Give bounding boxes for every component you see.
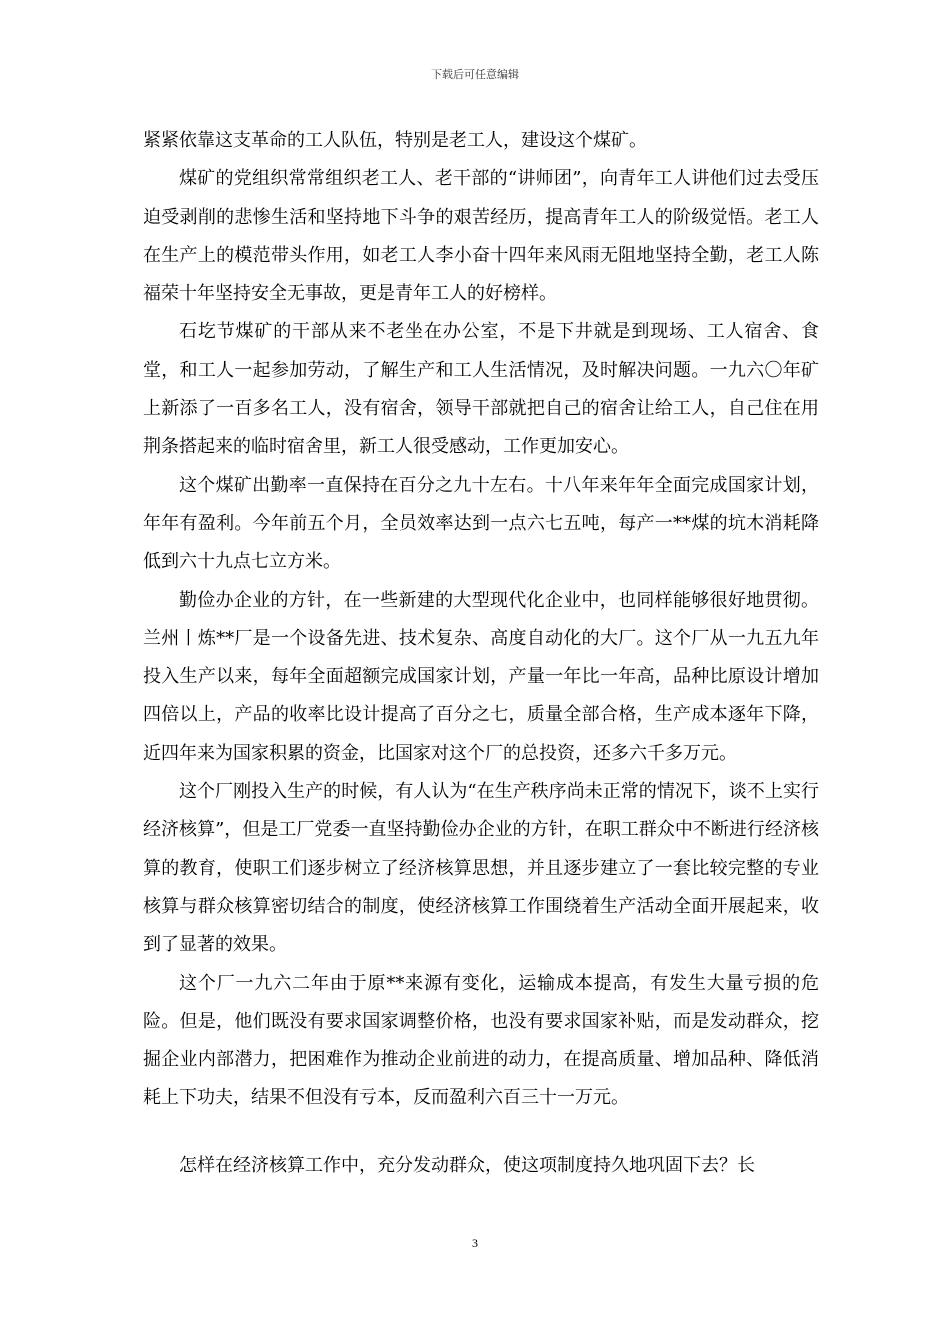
page-header: 下载后可任意编辑 (431, 68, 519, 81)
page-number: 3 (472, 1236, 478, 1250)
paragraph-1: 紧紧依靠这支革命的工人队伍，特别是老工人，建设这个煤矿。 (143, 130, 647, 151)
paragraph-7: 这个厂一九六二年由于原**来源有变化，运输成本提高，有发生大量亏损的危险。但是，他们既没有要求国家调整价格，也没有要求国家补贴，而是发动群众，挖掘企业内部潜力，把困难作为推动企业前进的动力，在提高质量、增加品种、降低消耗上下功夫，结果不但没有亏本，反而盈利六百三十一万元。 (143, 972, 819, 1109)
paragraph-3: 石圪节煤矿的干部从来不老坐在办公室，不是下井就是到现场、工人宿舍、食堂，和工人一起参加劳动，了解生产和工人生活情况，及时解决问题。一九六〇年矿上新添了一百多名工人，没有宿舍，领导干部就把自己的宿舍让给工人，自己住在用荆条搭起来的临时宿舍里，新工人很受感动，工作更加安心。 (143, 321, 819, 458)
paragraph-6: 这个厂刚投入生产的时候，有人认为“在生产秩序尚未正常的情况下，谈不上实行经济核算”，但是工厂党委一直坚持勤俭办企业的方针，在职工群众中不断进行经济核算的教育，使职工们逐步树立了经济核算思想，并且逐步建立了一套比较完整的专业核算与群众核算密切结合的制度，使经济核算工作围绕着生产活动全面开展起来，收到了显著的效果。 (143, 781, 819, 956)
paragraph-2: 煤矿的党组织常常组织老工人、老干部的“讲师团”，向青年工人讲他们过去受压迫受剥削的悲惨生活和坚持地下斗争的艰苦经历，提高青年工人的阶级觉悟。老工人在生产上的模范带头作用，如老工人李小奋十四年来风雨无阻地坚持全勤，老工人陈福荣十年坚持安全无事故，更是青年工人的好榜样。 (143, 168, 819, 305)
document-body (143, 122, 819, 1185)
paragraph-8: 怎样在经济核算工作中，充分发动群众，使这项制度持久地巩固下去？长 (179, 1154, 755, 1176)
paragraph-4: 这个煤矿出勤率一直保持在百分之九十左右。十八年来年年全面完成国家计划，年年有盈利。今年前五个月，全员效率达到一点六七五吨，每产一**煤的坑木消耗降低到六十九点七立方米。 (143, 474, 819, 573)
paragraph-5: 勤俭办企业的方针，在一些新建的大型现代化企业中，也同样能够很好地贯彻。兰州丨炼**厂是一个设备先进、技术复杂、高度自动化的大厂。这个厂从一九五九年投入生产以来，每年全面超额完成国家计划，产量一年比一年高，品种比原设计增加四倍以上，产品的收率比设计提高了百分之七，质量全部合格，生产成本逐年下降，近四年来为国家积累的资金，比国家对这个厂的总投资，还多六千多万元。 (143, 589, 819, 764)
